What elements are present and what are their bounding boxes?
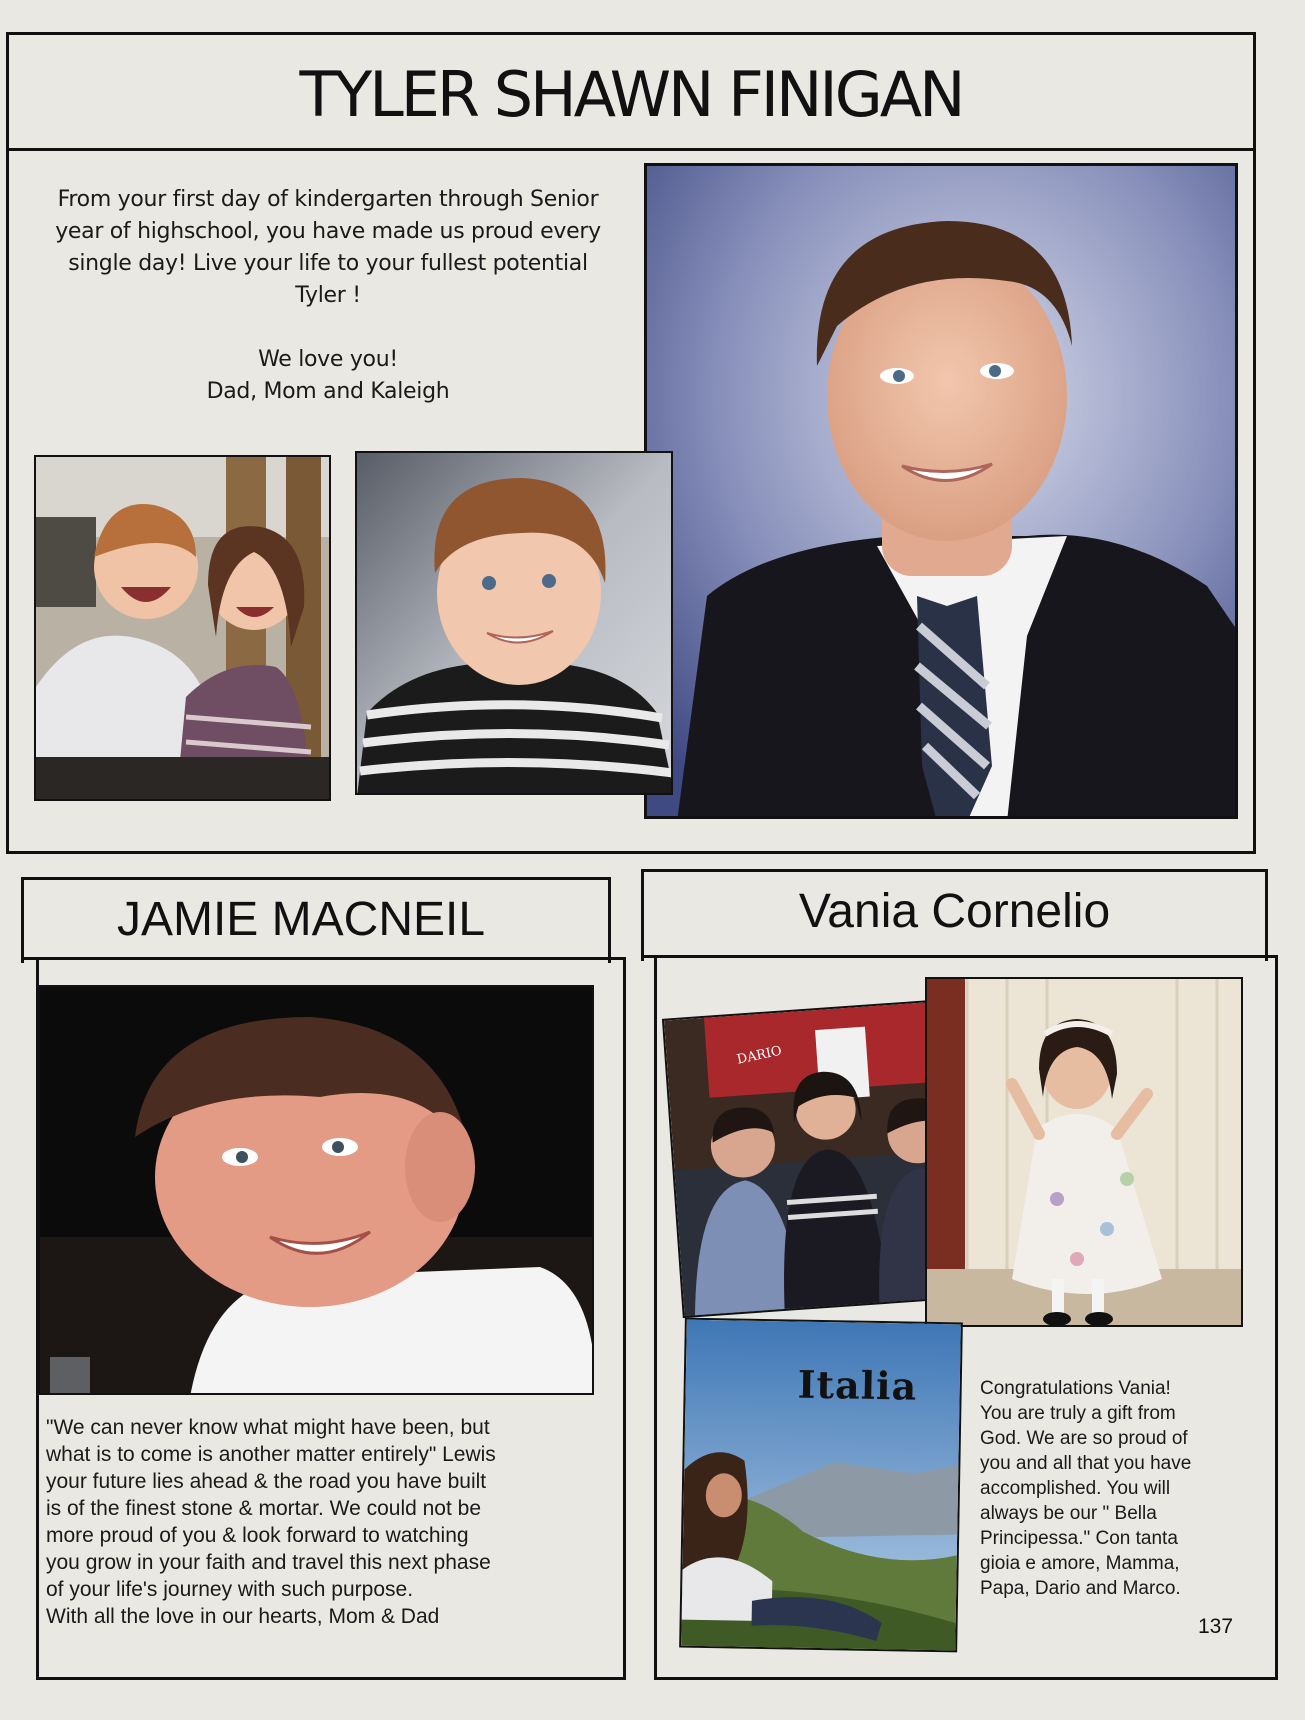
page-number: 137	[1198, 1615, 1234, 1638]
tyler-message-signature: Dad, Mom and Kaleigh	[206, 379, 450, 404]
vania-message-line: always be our " Bella	[980, 1503, 1157, 1524]
jamie-name: JAMIE MACNEIL	[116, 893, 486, 946]
jamie-photo	[38, 985, 594, 1395]
tyler-school-portrait-photo	[355, 451, 673, 795]
jamie-photo-image	[40, 987, 594, 1395]
jamie-message	[46, 1414, 606, 1630]
dario-stocking-label: DARIO	[735, 1043, 784, 1068]
tyler-message-signoff: We love you!	[258, 347, 398, 372]
tyler-name: TYLER SHAWN FINIGAN	[299, 58, 963, 131]
tyler-childhood-photo	[34, 455, 331, 801]
jamie-message-line: more proud of you & look forward to watching	[46, 1524, 469, 1547]
italia-label: Italia	[797, 1361, 918, 1409]
vania-name: Vania Cornelio	[798, 885, 1111, 938]
tyler-message-line: year of highschool, you have made us proud every	[55, 219, 601, 244]
vania-toddler-photo	[925, 977, 1243, 1327]
jamie-message-line: With all the love in our hearts, Mom & Dad	[46, 1605, 440, 1628]
vania-message-line: Principessa." Con tanta	[980, 1528, 1178, 1549]
vania-message-line: you and all that you have	[980, 1453, 1192, 1474]
vania-message-line: gioia e amore, Mamma,	[980, 1553, 1180, 1574]
senior-portrait-image	[647, 166, 1238, 819]
vania-message-line: God. We are so proud of	[980, 1428, 1188, 1449]
school-portrait-image	[357, 453, 673, 795]
jamie-message-line: your future lies ahead & the road you have built	[46, 1470, 487, 1493]
vania-message-line: accomplished. You will	[980, 1478, 1171, 1499]
tyler-message-line: Tyler !	[295, 283, 361, 308]
jamie-message-line: of your life's journey with such purpose.	[46, 1578, 414, 1601]
toddler-photo-image	[927, 979, 1243, 1327]
vania-message	[980, 1376, 1260, 1601]
jamie-message-line: what is to come is another matter entirely" Lewis	[46, 1443, 496, 1466]
jamie-message-line: you grow in your faith and travel this next phase	[46, 1551, 491, 1574]
jamie-message-line: is of the finest stone & mortar. We could not be	[46, 1497, 482, 1520]
tyler-title-divider	[6, 148, 1256, 151]
vania-message-line: You are truly a gift from	[980, 1403, 1176, 1424]
tyler-message-line: From your first day of kindergarten through Senior	[57, 187, 599, 212]
childhood-photo-image	[36, 457, 331, 801]
vania-message-line: Papa, Dario and Marco.	[980, 1578, 1181, 1599]
vania-italia-photo	[679, 1318, 963, 1653]
tyler-message-line: single day! Live your life to your fullest potential	[68, 251, 588, 276]
vania-message-line: Congratulations Vania!	[980, 1378, 1171, 1399]
jamie-message-line: "We can never know what might have been, but	[46, 1416, 490, 1439]
tyler-message	[28, 184, 628, 408]
tyler-senior-portrait-photo	[644, 163, 1238, 819]
